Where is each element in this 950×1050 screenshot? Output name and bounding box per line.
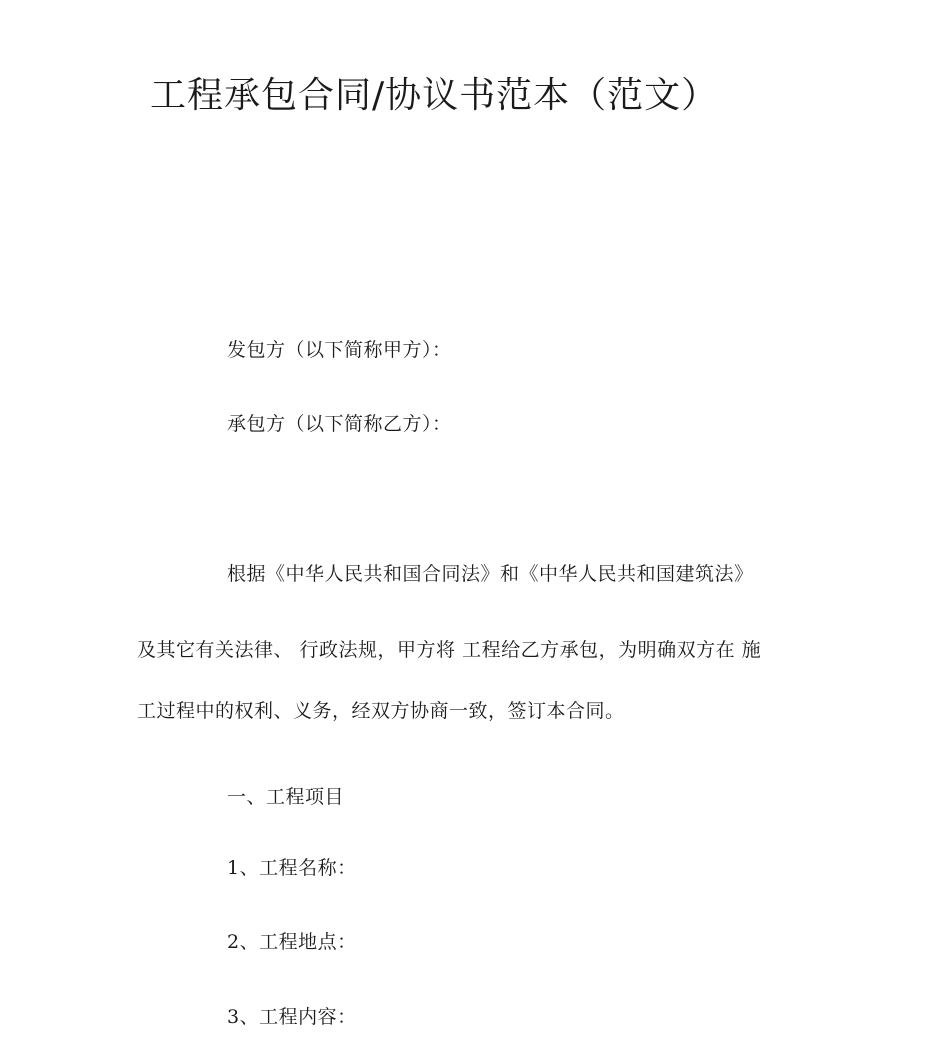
preamble-line-3: 工过程中的权利、义务，经双方协商一致，签订本合同。 bbox=[137, 700, 625, 722]
document-title: 工程承包合同/协议书范本（范文） bbox=[150, 75, 719, 116]
section-heading: 一、工程项目 bbox=[227, 786, 345, 808]
preamble-line-2: 及其它有关法律、 行政法规，甲方将 工程给乙方承包，为明确双方在 施 bbox=[137, 639, 762, 661]
section-item: 3、工程内容： bbox=[227, 1006, 357, 1028]
preamble-line-1: 根据《中华人民共和国合同法》和《中华人民共和国建筑法》 bbox=[227, 563, 754, 585]
section-item: 1、工程名称： bbox=[227, 857, 357, 879]
party-a-line: 发包方（以下简称甲方）： bbox=[227, 339, 452, 361]
section-item: 2、工程地点： bbox=[227, 931, 357, 953]
party-b-line: 承包方（以下简称乙方）： bbox=[227, 413, 452, 435]
